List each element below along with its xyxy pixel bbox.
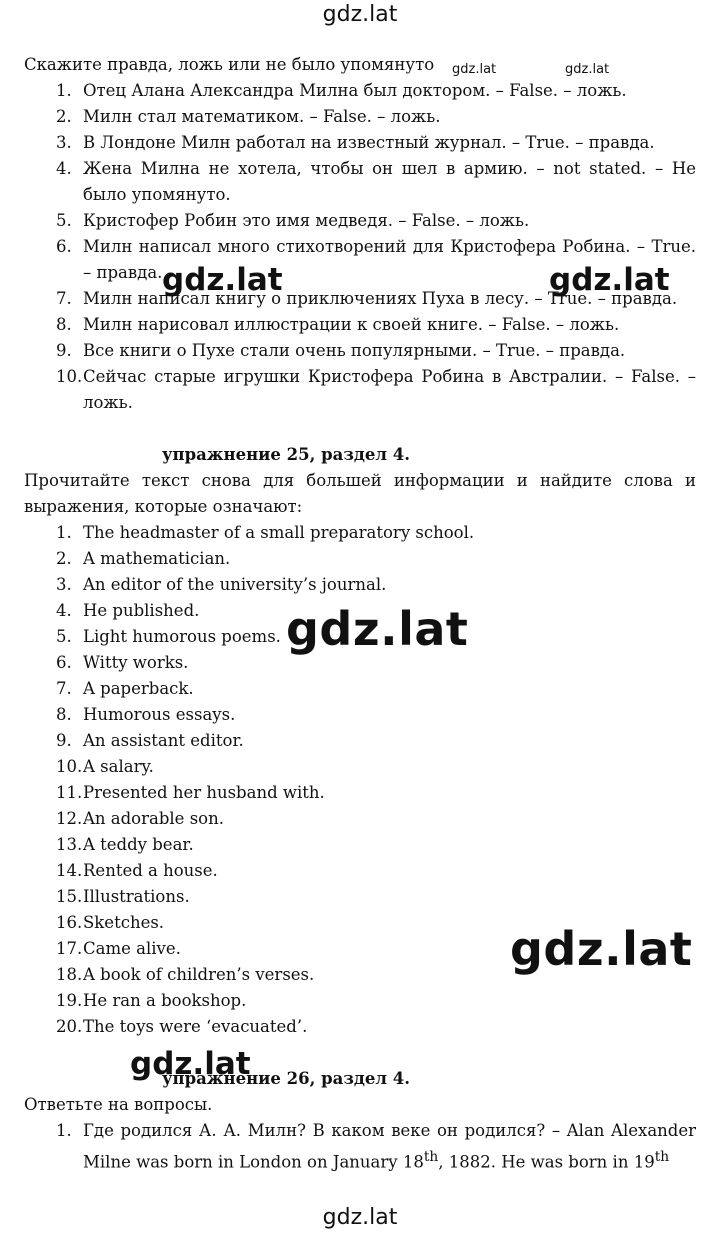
section1-list (24, 78, 696, 416)
item-number: 7. (56, 679, 72, 698)
item-text: Кристофер Робин это имя медведя. – False. – ложь. (83, 211, 530, 230)
list-item (24, 728, 696, 754)
watermark-medium-1: gdz.lat (162, 262, 283, 298)
item-number: 1. (56, 1121, 72, 1140)
list-item (24, 78, 696, 104)
list-item (24, 988, 696, 1014)
list-item (24, 910, 696, 936)
item-text: Came alive. (83, 939, 181, 958)
list-item (24, 104, 696, 130)
item-text: В Лондоне Милн работал на известный журнал. – True. – правда. (83, 133, 655, 152)
list-item (24, 312, 696, 338)
section2-heading: упражнение 25, раздел 4. (162, 445, 410, 464)
item-text: Illustrations. (83, 887, 190, 906)
watermark-large-2: gdz.lat (510, 922, 693, 976)
section1-intro: Скажите правда, ложь или не было упомянуто (24, 55, 435, 74)
item-number: 8. (56, 705, 72, 724)
list-item (24, 624, 696, 650)
item-number: 4. (56, 159, 72, 178)
list-item (24, 650, 696, 676)
item-number: 11. (56, 783, 83, 802)
item-number: 18. (56, 965, 83, 984)
item-number: 16. (56, 913, 83, 932)
item-text: Witty works. (83, 653, 189, 672)
item-text: Милн нарисовал иллюстрации к своей книге. – False. – ложь. (83, 315, 620, 334)
list-item (24, 156, 696, 208)
watermark-footer: gdz.lat (322, 1205, 398, 1230)
item-number: 4. (56, 601, 72, 620)
item-number: 9. (56, 341, 72, 360)
item-text: Rented a house. (83, 861, 218, 880)
item-number: 8. (56, 315, 72, 334)
item-number: 15. (56, 887, 83, 906)
item-text: Где родился А. А. Милн? В каком веке он родился? – Alan Alexander Milne was born in London on January 18 (83, 1121, 696, 1172)
list-item (24, 338, 696, 364)
watermark-header: gdz.lat (322, 2, 398, 27)
item-text: Милн стал математиком. – False. – ложь. (83, 107, 441, 126)
item-text: Жена Милна не хотела, чтобы он шел в армию. – not stated. – Не было упомянуто. (83, 159, 696, 204)
list-item (24, 702, 696, 728)
spacer (24, 1040, 696, 1066)
list-item (24, 572, 696, 598)
section3-list (24, 1118, 696, 1176)
item-number: 17. (56, 939, 83, 958)
section3-intro: Ответьте на вопросы. (24, 1095, 213, 1114)
item-number: 5. (56, 211, 72, 230)
list-item (24, 130, 696, 156)
watermark-large-1: gdz.lat (286, 602, 469, 656)
item-text: Light humorous poems. (83, 627, 281, 646)
item-text: A teddy bear. (83, 835, 194, 854)
item-text: A paperback. (83, 679, 194, 698)
item-text: Милн написал книгу о приключениях Пуха в лесу. – True. – правда. (83, 289, 678, 308)
list-item (24, 676, 696, 702)
list-item (24, 936, 696, 962)
item-number: 19. (56, 991, 83, 1010)
item-number: 10. (56, 757, 83, 776)
item-number: 7. (56, 289, 72, 308)
item-text: Humorous essays. (83, 705, 236, 724)
section3-heading: упражнение 26, раздел 4. (162, 1069, 410, 1088)
item-number: 1. (56, 81, 72, 100)
item-text: The toys were ‘evacuated’. (83, 1017, 308, 1036)
list-item (24, 754, 696, 780)
list-item (24, 1014, 696, 1040)
list-item (24, 546, 696, 572)
list-item (24, 884, 696, 910)
watermark-small-2: gdz.lat (565, 62, 610, 77)
list-item (24, 780, 696, 806)
list-item (24, 832, 696, 858)
item-number: 6. (56, 653, 72, 672)
section2-intro: Прочитайте текст снова для большей информации и найдите слова и выражения, которые означают: (24, 471, 696, 516)
item-text: He ran a bookshop. (83, 991, 247, 1010)
item-text: An assistant editor. (83, 731, 244, 750)
watermark-small-1: gdz.lat (452, 62, 497, 77)
item-number: 3. (56, 133, 72, 152)
list-item (24, 286, 696, 312)
item-number: 3. (56, 575, 72, 594)
list-item (24, 806, 696, 832)
item-text-continued: , 1882. He was born in 19 (438, 1152, 655, 1172)
superscript: th (423, 1149, 439, 1165)
item-text: Sketches. (83, 913, 165, 932)
item-number: 2. (56, 107, 72, 126)
item-number: 12. (56, 809, 83, 828)
list-item (24, 598, 696, 624)
list-item (24, 234, 696, 286)
list-item (24, 962, 696, 988)
item-text: He published. (83, 601, 200, 620)
watermark-medium-3: gdz.lat (130, 1046, 251, 1082)
item-text: An editor of the university’s journal. (83, 575, 387, 594)
list-item (24, 364, 696, 416)
item-number: 20. (56, 1017, 83, 1036)
list-item (24, 208, 696, 234)
item-text: The headmaster of a small preparatory school. (83, 523, 475, 542)
spacer (24, 416, 696, 442)
item-text: Сейчас старые игрушки Кристофера Робина в Австралии. – False. – ложь. (83, 367, 696, 412)
item-number: 13. (56, 835, 83, 854)
item-number: 14. (56, 861, 83, 880)
list-item (24, 858, 696, 884)
superscript: th (654, 1149, 670, 1165)
item-text: Все книги о Пухе стали очень популярными. – True. – правда. (83, 341, 626, 360)
item-text: Милн написал много стихотворений для Кристофера Робина. – True. – правда. (83, 237, 696, 282)
item-text: A mathematician. (83, 549, 231, 568)
item-number: 1. (56, 523, 72, 542)
item-text: Presented her husband with. (83, 783, 325, 802)
item-number: 2. (56, 549, 72, 568)
item-text: A salary. (83, 757, 154, 776)
item-number: 9. (56, 731, 72, 750)
section2-list (24, 520, 696, 1040)
list-item (24, 520, 696, 546)
watermark-medium-2: gdz.lat (549, 262, 670, 298)
item-text: A book of children’s verses. (83, 965, 315, 984)
item-number: 10. (56, 367, 83, 386)
list-item (24, 1118, 696, 1176)
item-number: 6. (56, 237, 72, 256)
document-body (24, 52, 696, 1176)
item-text: Отец Алана Александра Милна был доктором. – False. – ложь. (83, 81, 627, 100)
item-text: An adorable son. (83, 809, 224, 828)
item-number: 5. (56, 627, 72, 646)
